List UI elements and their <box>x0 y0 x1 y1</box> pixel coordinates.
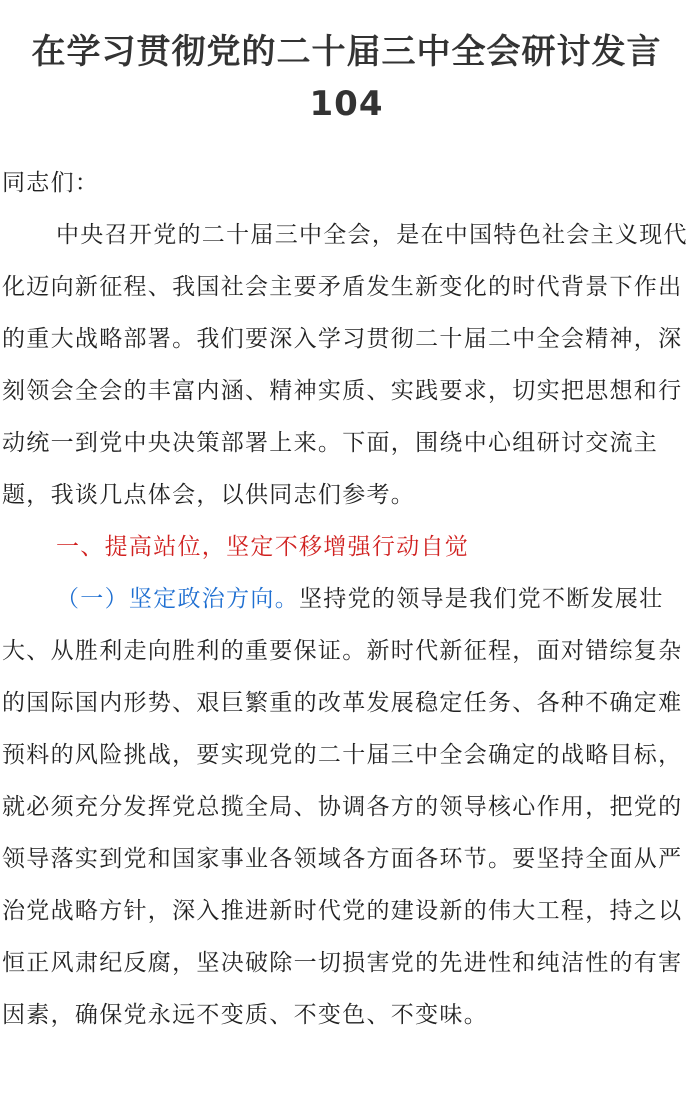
section-heading: 一、提高站位，坚定不移增强行动自觉 <box>56 534 470 560</box>
subsection-text: 坚持党的领导是我们党不断发展壮大、从胜利走向胜利的重要保证。新时代新征程，面对错综复杂的国际国内形势、艰巨繁重的改革发展稳定任务、各种不确定难预料的风险挑战，要实现党的二十届三中全会确定的战略目标，就必须充分发挥党总揽全局、协调各方的领导核心作用，把党的领导落实到党和国家事业各领域各方面各环节。要坚持全面从严治党战略方针，深入推进新时代党的建设新的伟大工程，持之以恒正风肃纪反腐，坚决破除一切损害党的先进性和纯洁性的有害因素，确保党永远不变质、不变色、不变味。 <box>2 586 683 1028</box>
document-body <box>2 157 692 1041</box>
document-title-number: 104 <box>309 84 384 124</box>
document-title: 在学习贯彻党的二十届三中全会研讨发言 <box>31 32 662 72</box>
intro-paragraph: 中央召开党的二十届三中全会，是在中国特色社会主义现代化迈向新征程、我国社会主要矛盾发生新变化的时代背景下作出的重大战略部署。我们要深入学习贯彻二十届二中全会精神，深刻领会全会的丰富内涵、精神实质、实践要求，切实把思想和行动统一到党中央决策部署上来。下面，围绕中心组研讨交流主题，我谈几点体会，以供同志们参考。 <box>2 222 688 508</box>
subsection-paragraph <box>2 573 692 1041</box>
subsection-heading: （一）坚定政治方向。 <box>56 586 299 612</box>
salutation: 同志们： <box>2 170 100 196</box>
